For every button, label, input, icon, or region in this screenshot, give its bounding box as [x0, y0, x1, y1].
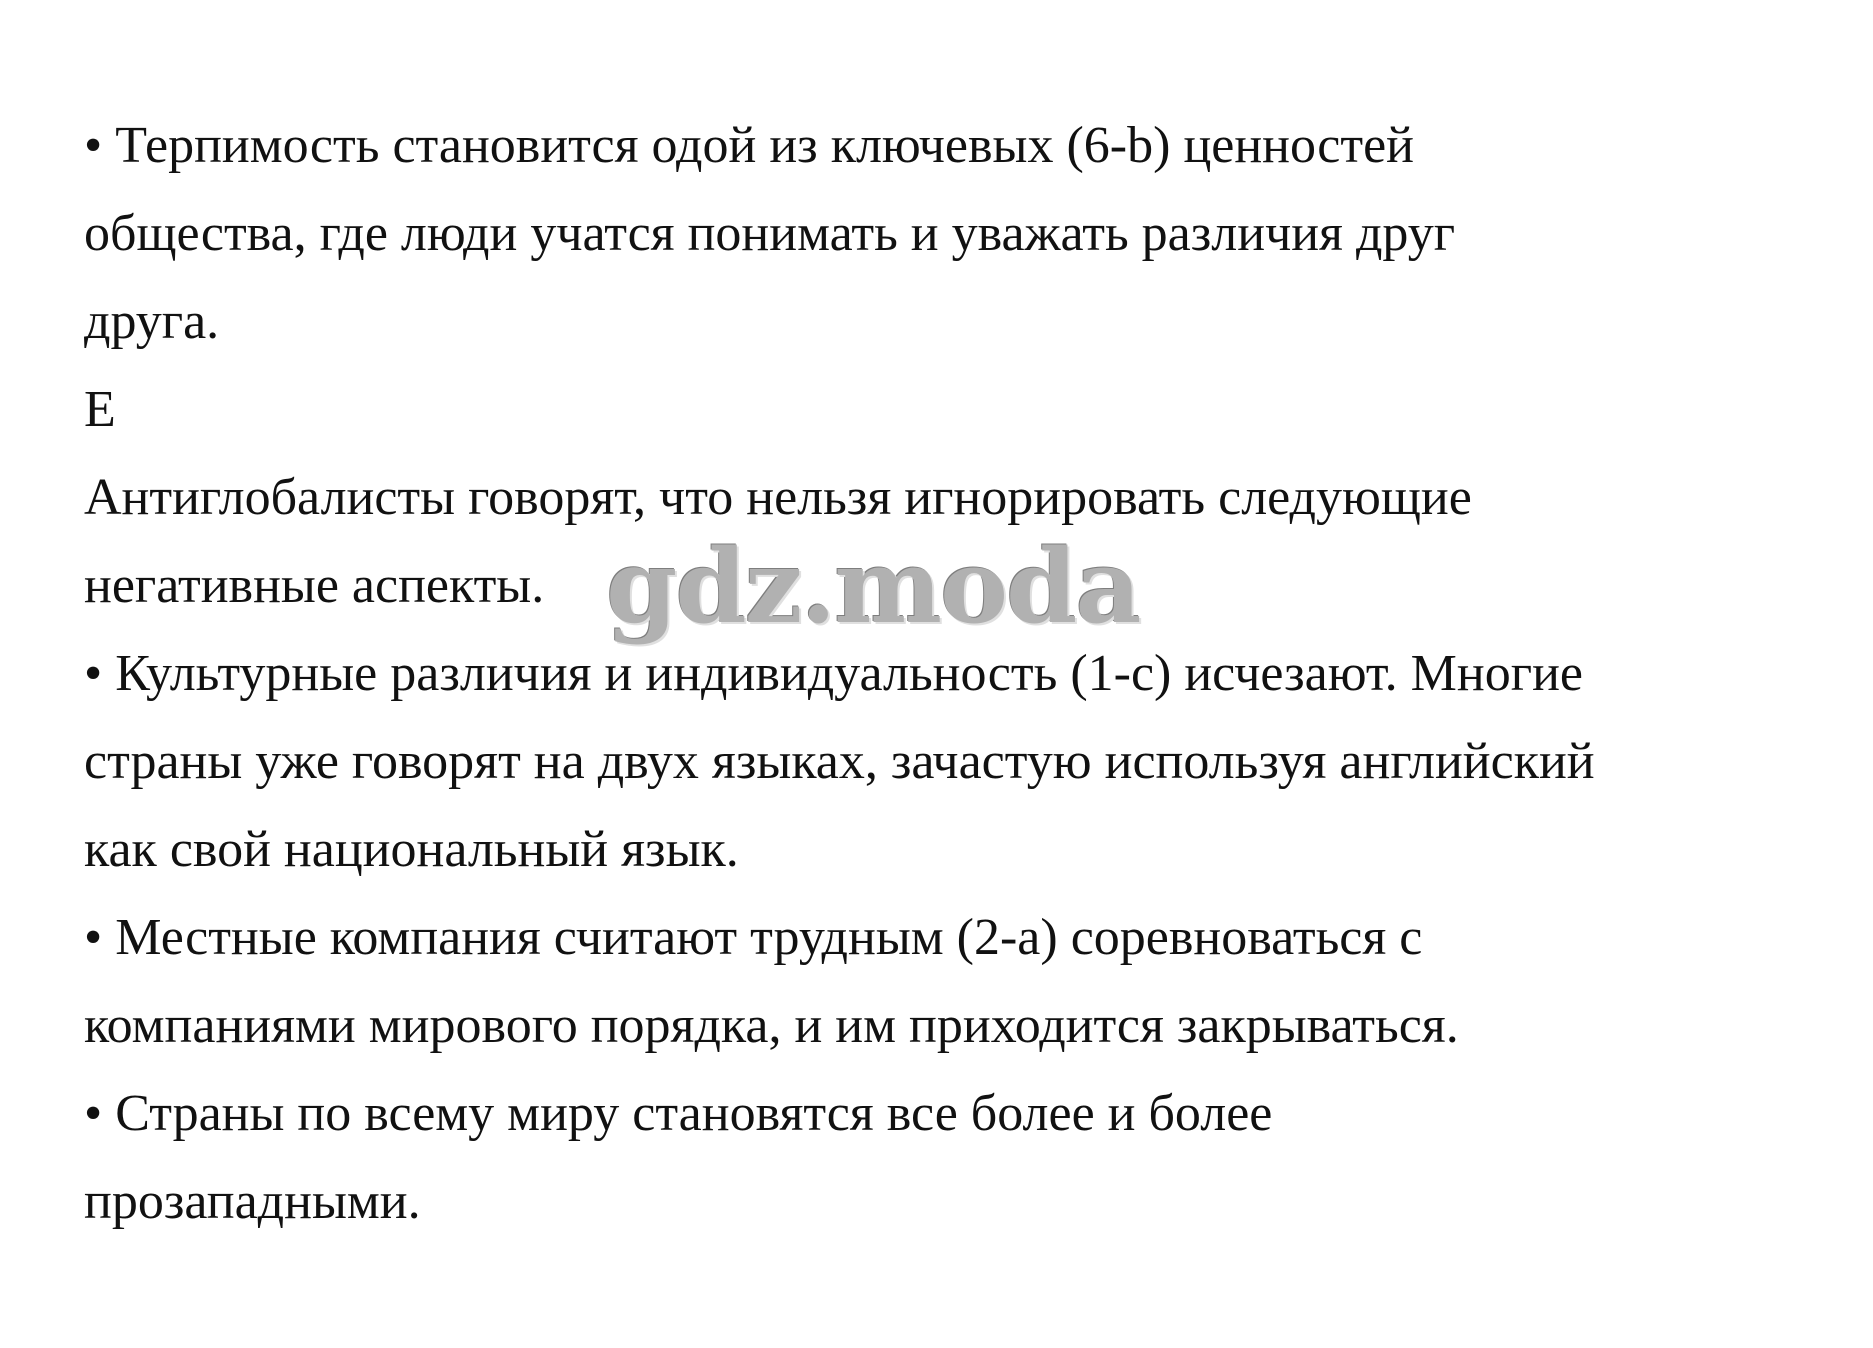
document-body	[84, 102, 1844, 1246]
text-line-1: • Терпимость становится одой из ключевых (6-b) ценностей	[84, 117, 1415, 174]
text-line-5: Антиглобалисты говорят, что нельзя игнорировать следующие	[84, 469, 1472, 526]
text-line-10: • Местные компания считают трудным (2-a) соревноваться с	[84, 909, 1423, 966]
text-line-11: компаниями мирового порядка, и им приходится закрываться.	[84, 997, 1459, 1054]
text-line-6: негативные аспекты.	[84, 557, 545, 614]
text-line-2: общества, где люди учатся понимать и уважать различия друг	[84, 205, 1456, 262]
text-line-8: страны уже говорят на двух языках, зачастую используя английский	[84, 733, 1595, 790]
watermark-logo: gdz.moda	[606, 527, 1140, 647]
text-line-13: прозападными.	[84, 1173, 421, 1230]
text-line-7: • Культурные различия и индивидуальность (1-c) исчезают. Многие	[84, 645, 1583, 702]
section-heading-e: E	[84, 381, 116, 438]
text-line-9: как свой национальный язык.	[84, 821, 739, 878]
text-line-3: друга.	[84, 293, 220, 350]
text-line-12: • Страны по всему миру становятся все более и более	[84, 1085, 1273, 1142]
